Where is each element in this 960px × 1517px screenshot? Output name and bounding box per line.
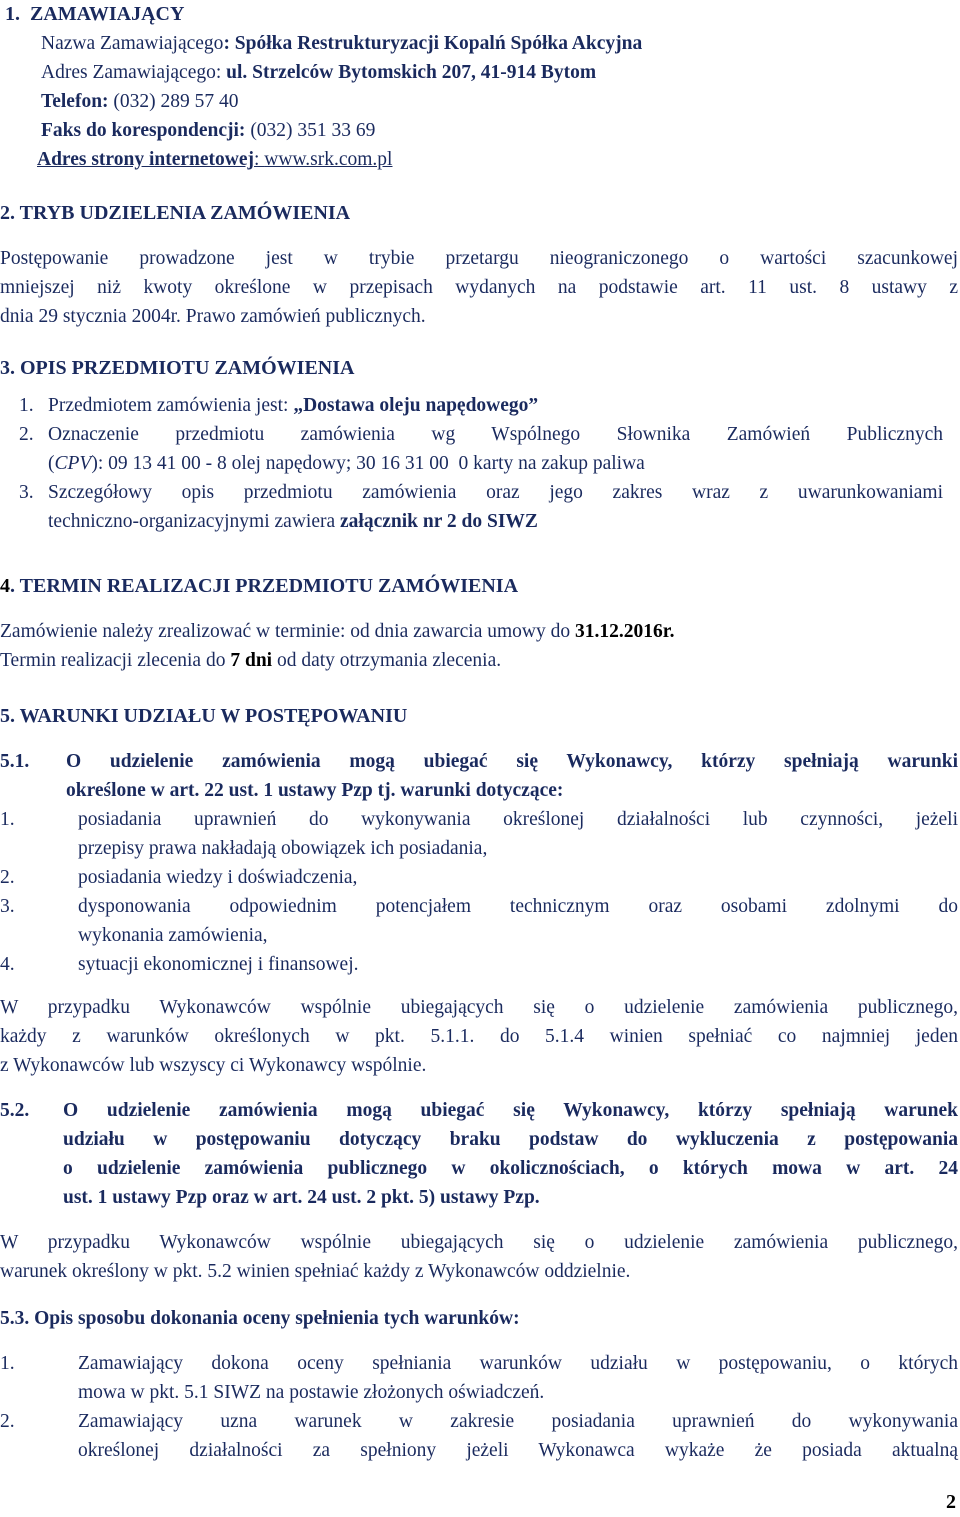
list-number: 1. <box>0 1353 15 1374</box>
buyer-phone-value: (032) 289 57 40 <box>108 91 239 112</box>
section-zamawiajacy <box>0 0 958 174</box>
buyer-website-label: Adres strony internetowej <box>37 149 254 170</box>
paren-open: ( <box>48 453 55 474</box>
buyer-details <box>0 29 958 174</box>
evaluation-item <box>0 1407 958 1465</box>
list-number: 1. <box>0 809 15 830</box>
evaluation-line-2: określonej działalności za spełniony jeżeli Wykonawca wykaże że posiada aktualną <box>78 1440 958 1461</box>
section-3-heading: 3. OPIS PRZEDMIOTU ZAMÓWIENIA <box>0 357 355 379</box>
conditions-list <box>0 805 958 979</box>
list-number: 1. <box>19 395 34 416</box>
clause-5-1-line-2: określone w art. 22 ust. 1 ustawy Pzp tj. warunki dotyczące: <box>66 780 564 801</box>
subject-item-3-line-2: techniczno-organizacyjnymi zawiera <box>48 511 340 532</box>
condition-item <box>0 805 958 863</box>
section-2-body <box>0 244 958 331</box>
deadline-text: Zamówienie należy zrealizować w terminie: od dnia zawarcia umowy do <box>0 621 576 642</box>
paragraph-line: każdy z warunków określonych w pkt. 5.1.1. do 5.1.4 winien spełniać co najmniej jeden <box>0 1026 958 1047</box>
section-2-line-3: dnia 29 stycznia 2004r. Prawo zamówień publicznych. <box>0 306 426 327</box>
order-term-rest: od daty otrzymania zlecenia. <box>272 650 502 671</box>
attachment-reference: załącznik nr 2 do SIWZ <box>340 511 538 532</box>
buyer-name-label: Nazwa Zamawiającego <box>41 33 224 54</box>
clause-5-2-line: udziału w postępowaniu dotyczący braku podstaw do wykluczenia z postępowania <box>63 1129 958 1150</box>
condition-line-2: przepisy prawa nakładają obowiązek ich posiadania, <box>78 838 488 859</box>
subject-item-1-bold: „Dostawa oleju napędowego” <box>293 395 539 416</box>
clause-5-1-line-1: O udzielenie zamówienia mogą ubiegać się Wykonawcy, którzy spełniają warunki <box>66 751 958 772</box>
section-4-heading: . TERMIN REALIZACJI PRZEDMIOTU ZAMÓWIENIA <box>10 575 519 597</box>
condition-item <box>0 950 958 979</box>
subject-item-3 <box>0 478 958 536</box>
cpv-label: CPV <box>54 453 92 474</box>
paragraph-line: warunek określony w pkt. 5.2 winien spełniać każdy z Wykonawców oddzielnie. <box>0 1261 631 1282</box>
buyer-fax-value: (032) 351 33 69 <box>245 120 376 141</box>
list-number: 2. <box>0 867 15 888</box>
list-number: 4. <box>0 954 15 975</box>
clause-5-2-line: o udzielenie zamówienia publicznego w okolicznościach, o których mowa w art. 24 <box>63 1158 958 1179</box>
clause-5-2-line: ust. 1 ustawy Pzp oraz w art. 24 ust. 2 pkt. 5) ustawy Pzp. <box>63 1187 540 1208</box>
cpv-codes: ): 09 13 41 00 - 8 olej napędowy; 30 16 31 00 0 karty na zakup paliwa <box>91 453 645 474</box>
subject-item-3-line-1: Szczegółowy opis przedmiotu zamówienia oraz jego zakres wraz z uwarunkowaniami <box>48 482 943 503</box>
buyer-website-colon: : <box>254 149 265 170</box>
section-3-list <box>0 391 958 536</box>
section-4-body <box>0 617 958 675</box>
condition-line-1: sytuacji ekonomicznej i finansowej. <box>78 954 359 975</box>
buyer-name-line <box>41 29 958 58</box>
condition-line-1: posiadania uprawnień do wykonywania określonej działalności lub czynności, jeżeli <box>78 809 958 830</box>
buyer-name-value: : Spółka Restrukturyzacji Kopalń Spółka Akcyjna <box>223 33 643 54</box>
buyer-fax-label: Faks do korespondencji: <box>41 120 246 141</box>
clause-5-3-heading: 5.3. Opis sposobu dokonania oceny spełnienia tych warunków: <box>0 1308 520 1329</box>
section-termin <box>0 572 958 675</box>
order-term-text: Termin realizacji zlecenia do <box>0 650 231 671</box>
page-number: 2 <box>946 1491 956 1513</box>
section-2-line-2: mniejszej niż kwoty określone w przepisach wydanych na podstawie art. 11 ust. 8 ustawy z <box>0 277 958 298</box>
condition-line-1: dysponowania odpowiednim potencjałem technicznym oraz osobami zdolnymi do <box>78 896 958 917</box>
buyer-address-line <box>41 58 958 87</box>
joint-bidders-paragraph-1 <box>0 993 958 1080</box>
paragraph-line: z Wykonawców lub wszyscy ci Wykonawcy wspólnie. <box>0 1055 427 1076</box>
buyer-fax-line <box>41 116 958 145</box>
section-4-heading-number: 4 <box>0 575 10 597</box>
list-number: 2. <box>0 1411 15 1432</box>
list-number: 3. <box>19 482 34 503</box>
subject-item-1-text: Przedmiotem zamówienia jest: <box>48 395 294 416</box>
section-5-heading: 5. WARUNKI UDZIAŁU W POSTĘPOWANIU <box>0 705 408 727</box>
condition-item <box>0 863 958 892</box>
section-warunki <box>0 702 958 1465</box>
paragraph-line: W przypadku Wykonawców wspólnie ubiegających się o udzielenie zamówienia publicznego, <box>0 997 958 1018</box>
buyer-website-link[interactable]: www.srk.com.pl <box>264 149 393 170</box>
deadline-date: 31.12.2016r. <box>575 621 675 642</box>
buyer-phone-line <box>41 87 958 116</box>
buyer-phone-label: Telefon: <box>41 91 109 112</box>
evaluation-line-2: mowa w pkt. 5.1 SIWZ na postawie złożonych oświadczeń. <box>78 1382 545 1403</box>
evaluation-line-1: Zamawiający dokona oceny spełniania warunków udziału w postępowaniu, o których <box>78 1353 958 1374</box>
clause-number: 5.2. <box>0 1100 30 1121</box>
section-2-heading: 2. TRYB UDZIELENIA ZAMÓWIENIA <box>0 202 351 224</box>
evaluation-line-1: Zamawiający uzna warunek w zakresie posiadania uprawnień do wykonywania <box>78 1411 958 1432</box>
subject-item-1 <box>0 391 958 420</box>
evaluation-item <box>0 1349 958 1407</box>
condition-line-2: wykonania zamówienia, <box>78 925 268 946</box>
joint-bidders-paragraph-2 <box>0 1228 958 1286</box>
buyer-address-value: ul. Strzelców Bytomskich 207, 41-914 Bytom <box>221 62 597 83</box>
subject-item-2 <box>0 420 958 478</box>
section-opis <box>0 354 958 536</box>
clause-5-1 <box>0 747 958 805</box>
subject-item-2-line-1: Oznaczenie przedmiotu zamówienia wg Wspólnego Słownika Zamówień Publicznych <box>48 424 943 445</box>
clause-5-2-line: O udzielenie zamówienia mogą ubiegać się Wykonawcy, którzy spełniają warunek <box>63 1100 958 1121</box>
clause-number: 5.1. <box>0 751 30 772</box>
buyer-address-label: Adres Zamawiającego: <box>41 62 222 83</box>
section-2-line-1: Postępowanie prowadzone jest w trybie przetargu nieograniczonego o wartości szacunkowej <box>0 248 958 269</box>
list-number: 3. <box>0 896 15 917</box>
section-tryb <box>0 199 958 331</box>
condition-line-1: posiadania wiedzy i doświadczenia, <box>78 867 358 888</box>
paragraph-line: W przypadku Wykonawców wspólnie ubiegających się o udzielenie zamówienia publicznego, <box>0 1232 958 1253</box>
order-term-days: 7 dni <box>230 650 273 671</box>
clause-5-2 <box>0 1096 958 1212</box>
evaluation-list <box>0 1349 958 1465</box>
list-number: 2. <box>19 424 34 445</box>
buyer-website-line <box>37 145 958 174</box>
condition-item <box>0 892 958 950</box>
section-1-heading: 1. ZAMAWIAJĄCY <box>5 3 185 25</box>
